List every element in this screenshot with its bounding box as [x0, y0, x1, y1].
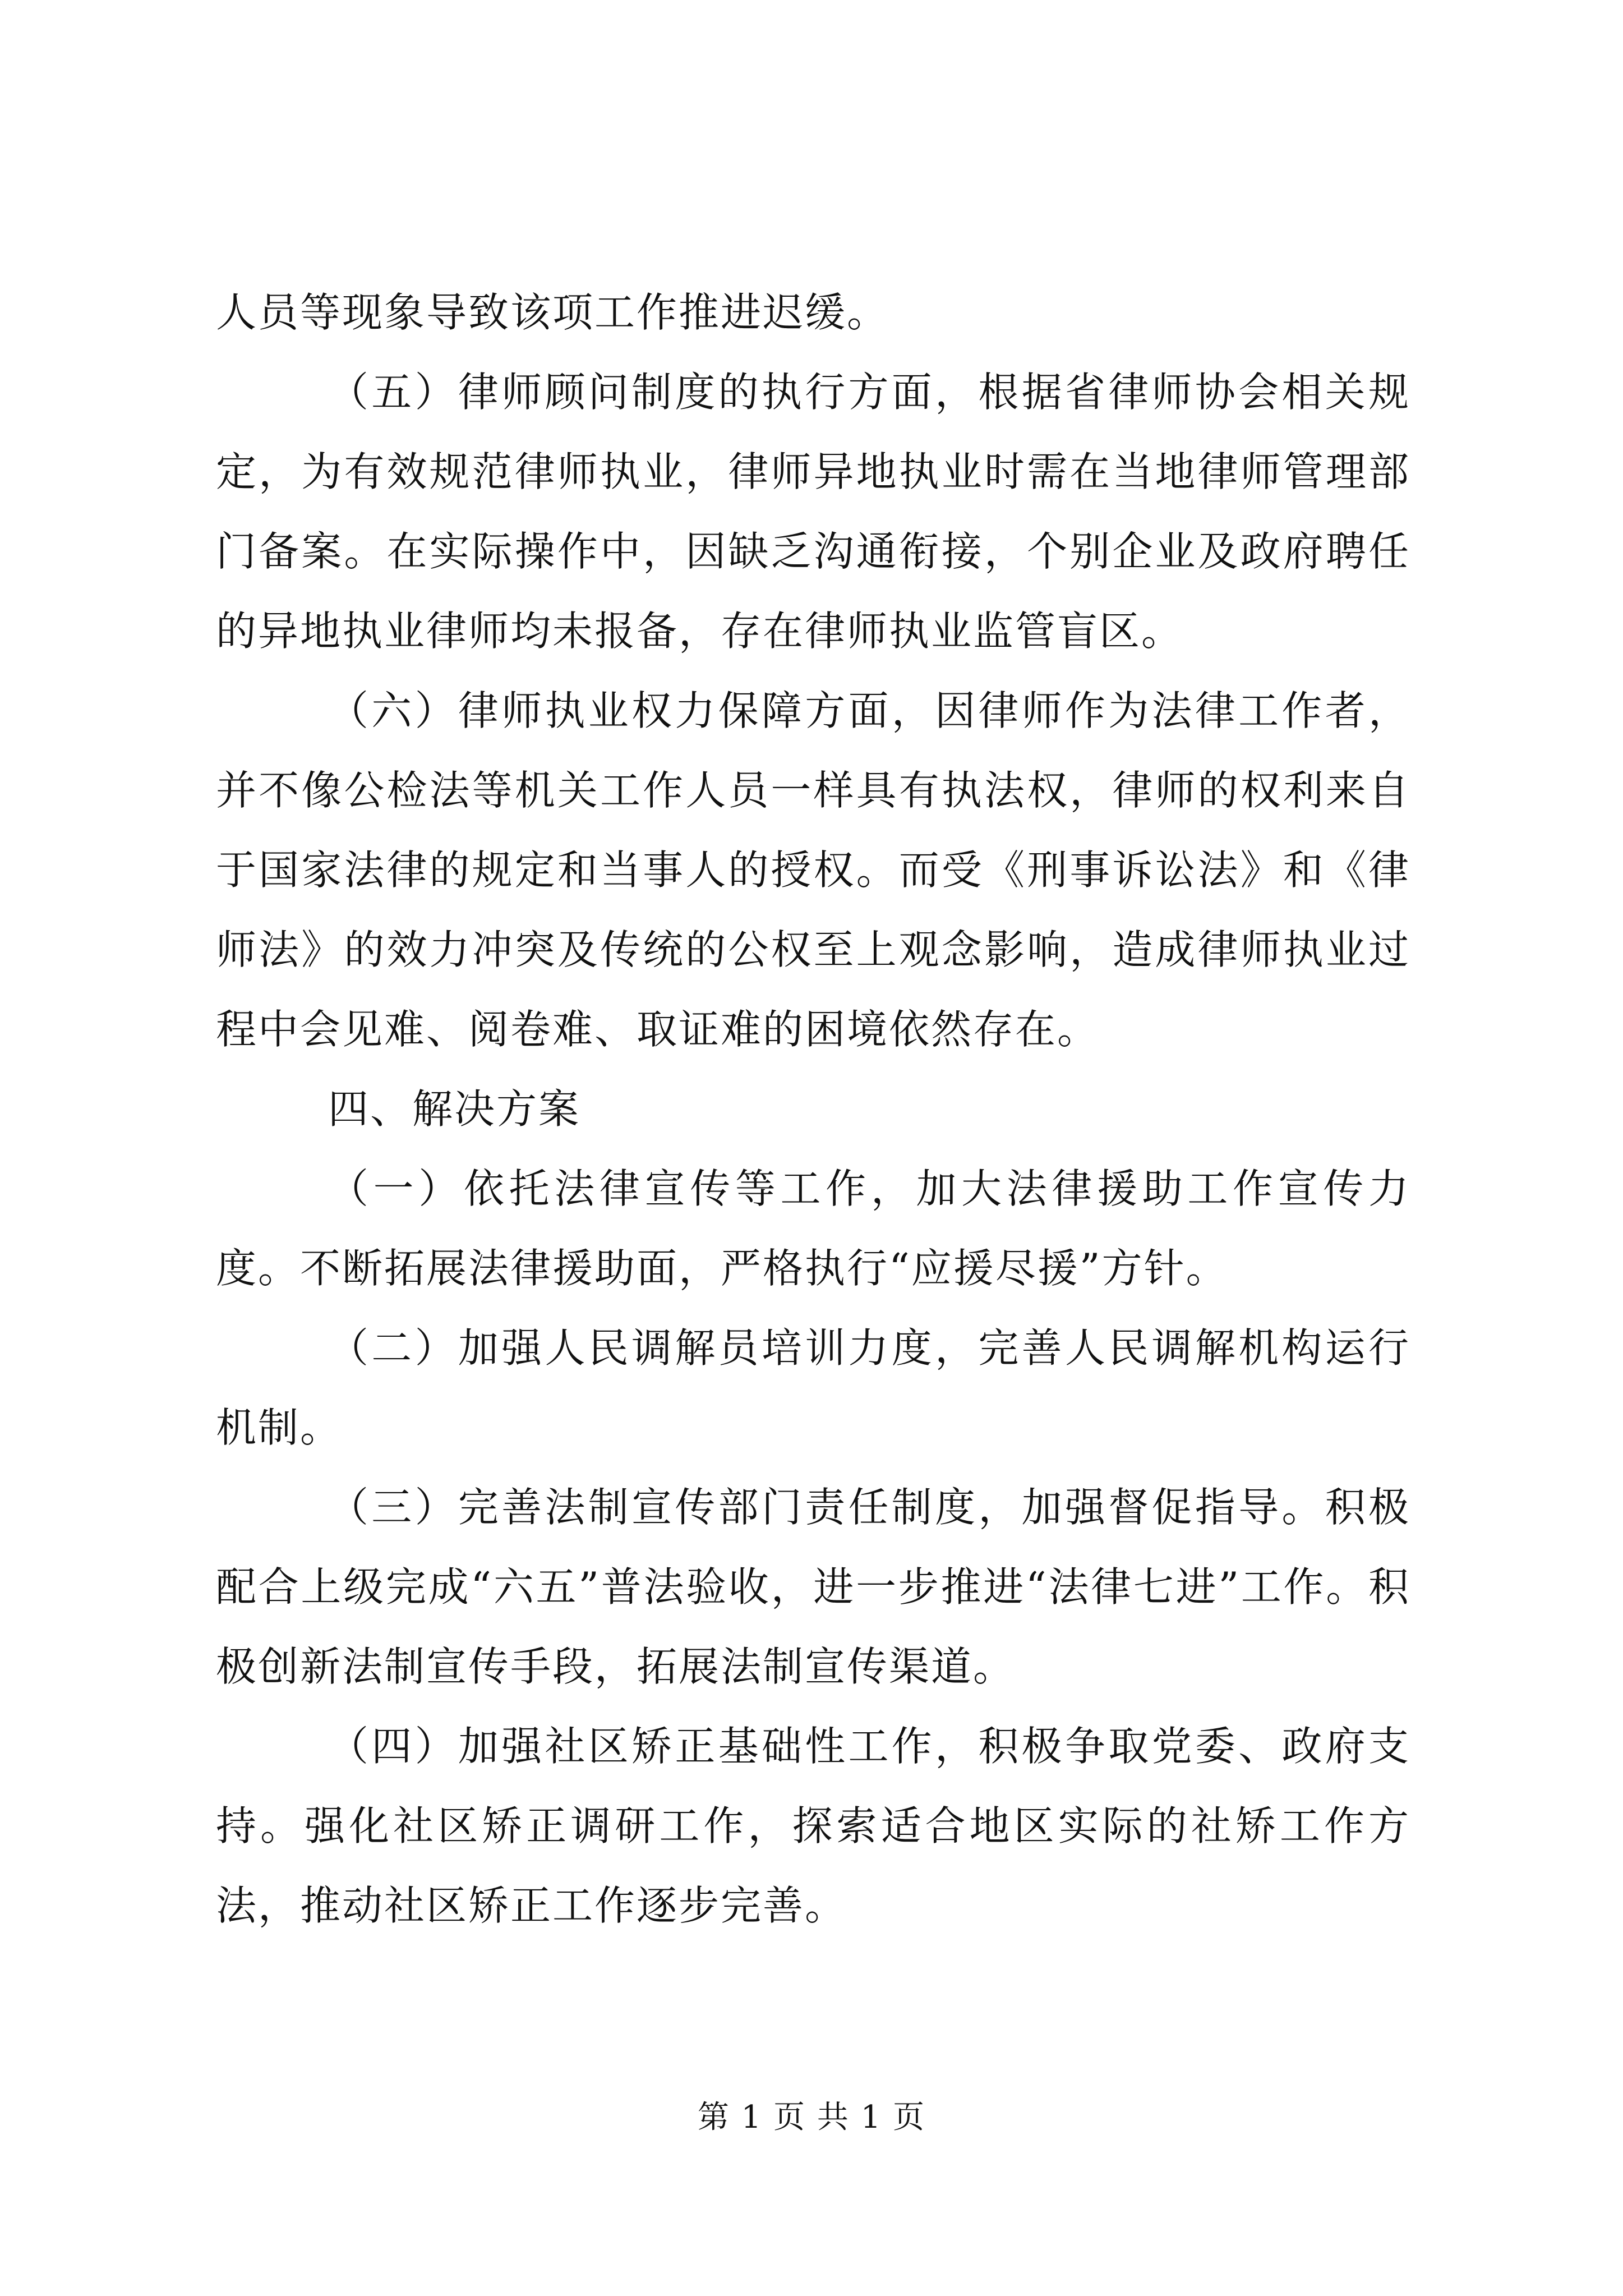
paragraph-solution-3: （三）完善法制宣传部门责任制度，加强督促指导。积极配合上级完成“六五”普法验收，进一步推进“法律七进”工作。积极创新法制宣传手段，拓展法制宣传渠道。: [216, 1484, 1410, 1690]
document-body: [216, 273, 1410, 1945]
paragraph-section-6: （六）律师执业权力保障方面，因律师作为法律工作者，并不像公检法等机关工作人员一样具有执法权，律师的权利来自于国家法律的规定和当事人的授权。而受《刑事诉讼法》和《律师法》的效力冲突及传统的公权至上观念影响，造成律师执业过程中会见难、阅卷难、取证难的困境依然存在。: [216, 687, 1410, 1053]
paragraph-section-5: （五）律师顾问制度的执行方面，根据省律师协会相关规定，为有效规范律师执业，律师异地执业时需在当地律师管理部门备案。在实际操作中，因缺乏沟通衔接，个别企业及政府聘任的异地执业律师均未报备，存在律师执业监管盲区。: [216, 369, 1410, 655]
paragraph-solution-2: （二）加强人民调解员培训力度，完善人民调解机构运行机制。: [216, 1324, 1410, 1451]
paragraph-solution-1: （一）依托法律宣传等工作，加大法律援助工作宣传力度。不断拓展法律援助面，严格执行“应援尽援”方针。: [216, 1165, 1410, 1292]
paragraph-continuation: 人员等现象导致该项工作推进迟缓。: [216, 289, 889, 336]
paragraph-solution-4: （四）加强社区矫正基础性工作，积极争取党委、政府支持。强化社区矫正调研工作，探索适合地区实际的社矫工作方法，推动社区矫正工作逐步完善。: [216, 1723, 1410, 1929]
page-number-label: 第 1 页 共 1 页: [697, 2099, 926, 2136]
section-heading-solutions: 四、解决方案: [328, 1085, 581, 1133]
page-footer: [0, 2098, 1623, 2137]
